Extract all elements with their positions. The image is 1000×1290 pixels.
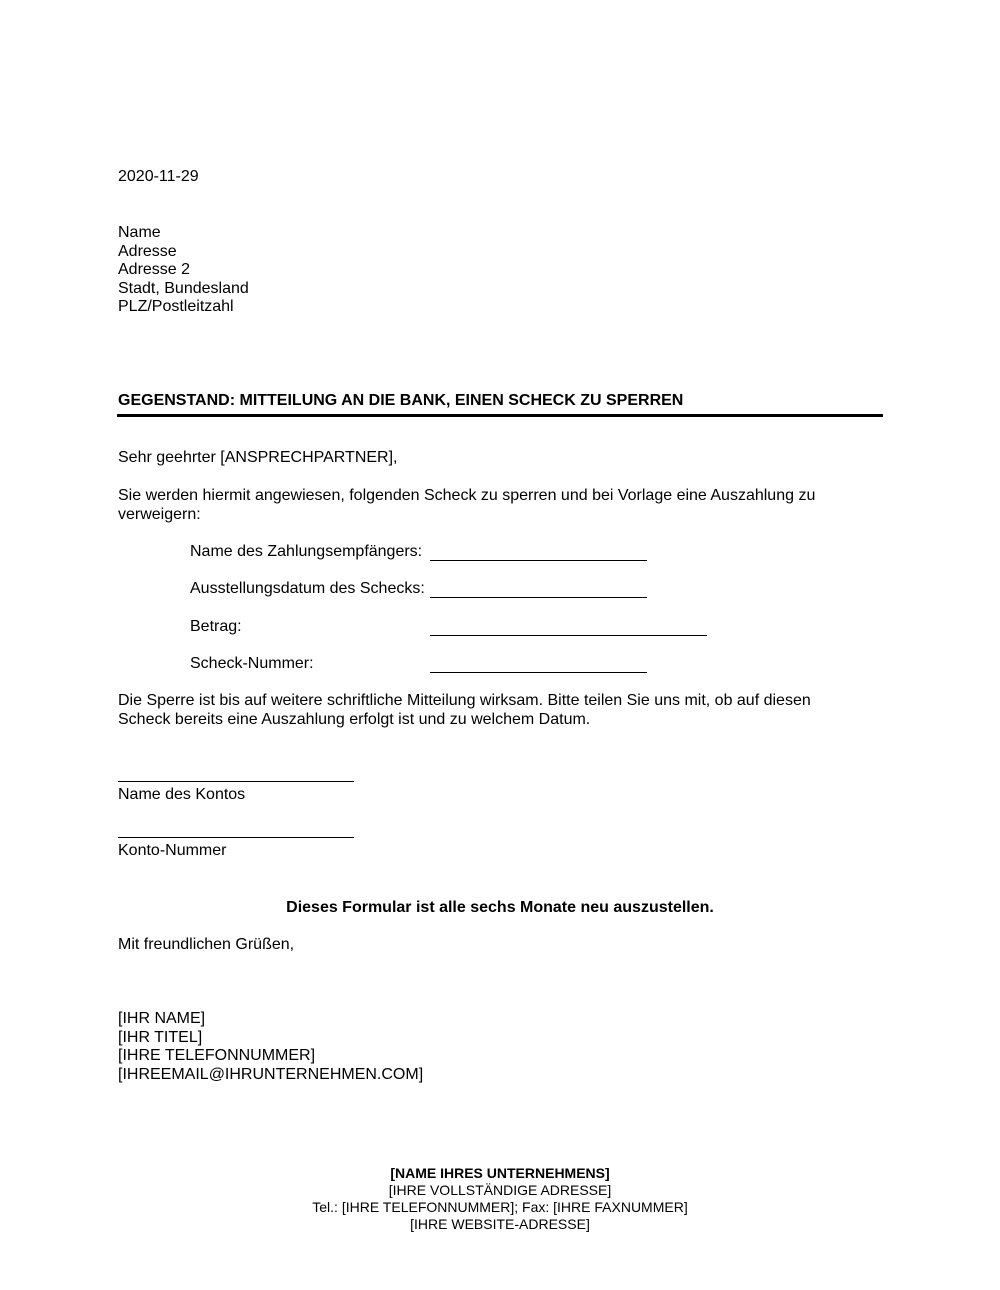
sender-name: [IHR NAME] bbox=[118, 1010, 206, 1027]
validity-paragraph: Die Sperre ist bis auf weitere schriftliche Mitteilung wirksam. Bitte teilen Sie uns mit, ob auf diesen Scheck bereits eine Auszahlung erfolgt ist und zu welchem Datum. bbox=[118, 692, 811, 728]
account-number-label: Konto-Nummer bbox=[118, 842, 227, 859]
account-number-line bbox=[118, 837, 354, 838]
recipient-name: Name bbox=[118, 224, 161, 241]
account-name-label: Name des Kontos bbox=[118, 786, 246, 803]
instruction-paragraph: Sie werden hiermit angewiesen, folgenden Scheck zu sperren und bei Vorlage eine Auszahlung zu verweigern: bbox=[118, 487, 816, 523]
amount-field bbox=[190, 618, 242, 637]
subject-line: GEGENSTAND: MITTEILUNG AN DIE BANK, EINEN SCHECK ZU SPERREN bbox=[118, 392, 684, 409]
account-name-line bbox=[118, 781, 354, 782]
footer-address: [IHRE VOLLSTÄNDIGE ADRESSE] bbox=[388, 1182, 612, 1198]
amount-label: Betrag: bbox=[190, 618, 242, 635]
recipient-address-line-2: Adresse 2 bbox=[118, 261, 191, 279]
sender-email: [IHREEMAIL@IHRUNTERNEHMEN.COM] bbox=[118, 1065, 424, 1083]
salutation: Sehr geehrter [ANSPRECHPARTNER], bbox=[118, 449, 398, 466]
sender-phone: [IHRE TELEFONNUMMER] bbox=[118, 1047, 316, 1065]
payee-label: Name des Zahlungsempfängers: bbox=[190, 543, 423, 560]
letter-date: 2020-11-29 bbox=[118, 168, 199, 185]
recipient-city-state: Stadt, Bundesland bbox=[118, 279, 249, 297]
footer-website: [IHRE WEBSITE-ADRESSE] bbox=[410, 1216, 590, 1232]
recipient-address bbox=[118, 224, 249, 317]
issue-date-field bbox=[190, 580, 425, 599]
sender-title: [IHR TITEL] bbox=[118, 1028, 203, 1046]
issue-date-label: Ausstellungsdatum des Schecks: bbox=[190, 580, 425, 597]
closing: Mit freundlichen Grüßen, bbox=[118, 936, 295, 953]
check-number-field bbox=[190, 655, 314, 674]
recipient-address-line-1: Adresse bbox=[118, 242, 177, 260]
subject-divider bbox=[117, 414, 883, 417]
check-number-label: Scheck-Nummer: bbox=[190, 655, 314, 672]
sender-block bbox=[118, 1010, 423, 1084]
payee-blank-line bbox=[430, 560, 647, 561]
footer bbox=[0, 1165, 1000, 1233]
recipient-postal-code: PLZ/Postleitzahl bbox=[118, 298, 234, 316]
renewal-notice: Dieses Formular ist alle sechs Monate neu auszustellen. bbox=[286, 899, 714, 916]
payee-field bbox=[190, 543, 422, 562]
issue-date-blank-line bbox=[430, 597, 647, 598]
footer-company-name: [NAME IHRES UNTERNEHMENS] bbox=[390, 1165, 610, 1181]
footer-contact: Tel.: [IHRE TELEFONNUMMER]; Fax: [IHRE FAXNUMMER] bbox=[312, 1199, 688, 1215]
amount-blank-line bbox=[430, 635, 707, 636]
check-number-blank-line bbox=[430, 672, 647, 673]
